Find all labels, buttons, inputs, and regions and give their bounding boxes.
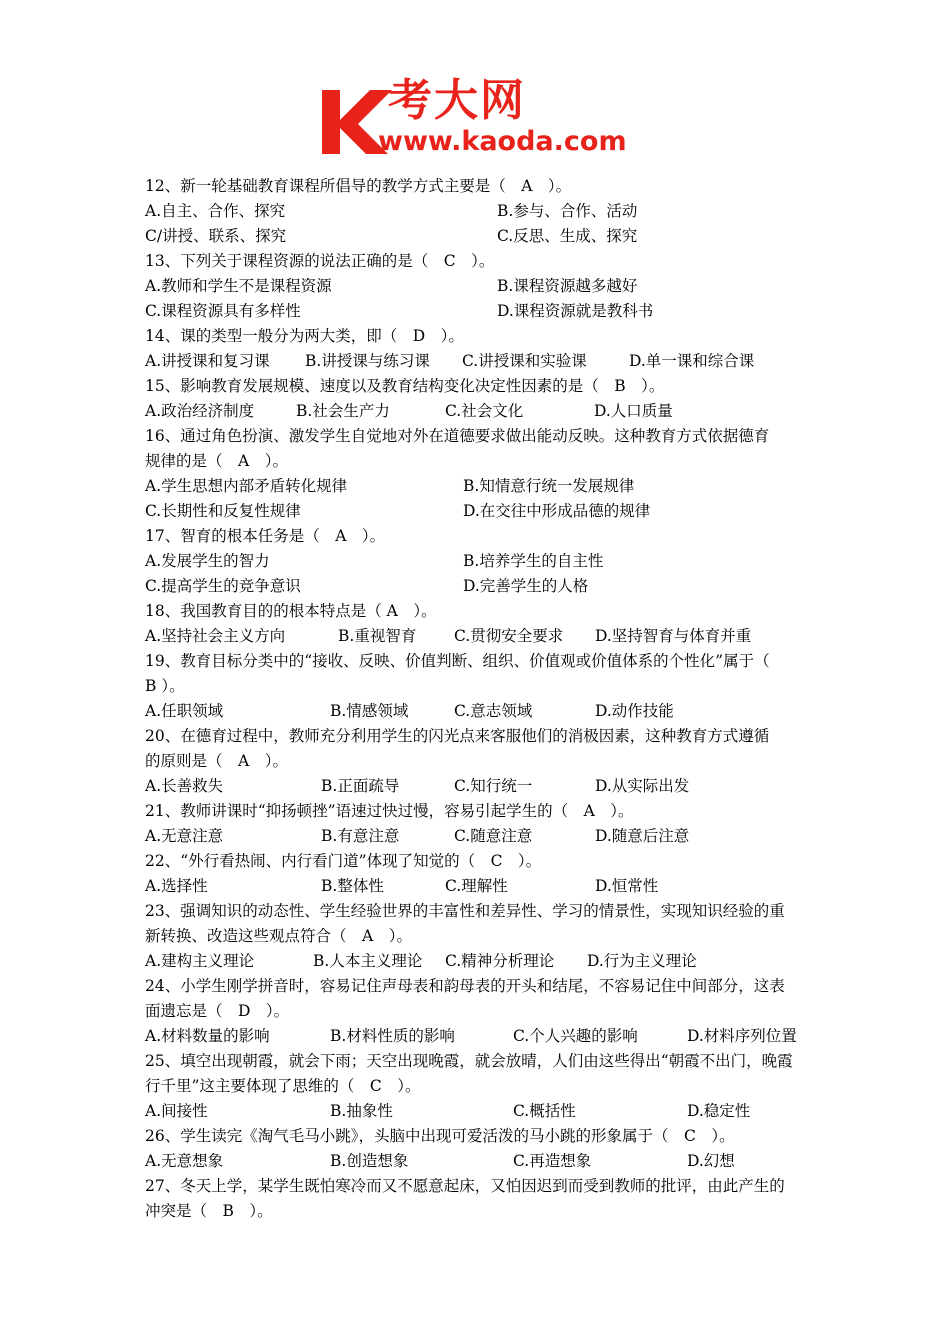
logo-url: www.kaoda.com — [378, 126, 627, 157]
option-text: B.人本主义理论 — [313, 952, 423, 970]
option-text: A.建构主义理论 — [145, 952, 255, 970]
option-text: D.完善学生的人格 — [463, 577, 589, 595]
option-text: C.精神分析理论 — [445, 952, 555, 970]
option-row — [145, 699, 810, 724]
kaoda-logo — [318, 75, 638, 160]
option-text: A.学生思想内部矛盾转化规律 — [145, 477, 348, 495]
question-text: 14、课的类型一般分为两大类，即（ D ）。 — [145, 327, 464, 345]
option-row — [145, 224, 810, 249]
option-text: C.长期性和反复性规律 — [145, 502, 301, 520]
option-text: B.正面疏导 — [321, 777, 400, 795]
option-text: A.间接性 — [145, 1102, 208, 1120]
option-text: C.个人兴趣的影响 — [513, 1027, 638, 1045]
option-text: D.在交往中形成品德的规律 — [463, 502, 651, 520]
option-text: C.社会文化 — [445, 402, 524, 420]
option-text: D.单一课和综合课 — [629, 352, 755, 370]
option-text: D.坚持智育与体育并重 — [595, 627, 752, 645]
option-row — [145, 874, 810, 899]
question-text: 面遗忘是（ D ）。 — [145, 1002, 290, 1020]
option-text: A.发展学生的智力 — [145, 552, 270, 570]
option-text: A.自主、合作、探究 — [145, 202, 286, 220]
question-text: 20、在德育过程中，教师充分利用学生的闪光点来客服他们的消极因素，这种教育方式遵循 — [145, 727, 770, 745]
question-text: 的原则是（ A ）。 — [145, 752, 288, 770]
option-text: C.概括性 — [513, 1102, 576, 1120]
option-text: A.材料数量的影响 — [145, 1027, 270, 1045]
option-row — [145, 199, 810, 224]
option-text: C.意志领域 — [454, 702, 533, 720]
option-row — [145, 549, 810, 574]
option-text: D.课程资源就是教科书 — [497, 302, 654, 320]
option-text: A.长善救失 — [145, 777, 224, 795]
question-text: 23、强调知识的动态性、学生经验世界的丰富性和差异性、学习的情景性，实现知识经验的重 — [145, 902, 785, 920]
option-row — [145, 949, 810, 974]
option-text: A.无意注意 — [145, 827, 224, 845]
question-text: 26、学生读完《淘气毛马小跳》，头脑中出现可爱活泼的马小跳的形象属于（ C ）。 — [145, 1127, 735, 1145]
option-row — [145, 399, 810, 424]
option-text: C.理解性 — [445, 877, 508, 895]
option-text: D.恒常性 — [595, 877, 659, 895]
question-text: 新转换、改造这些观点符合（ A ）。 — [145, 927, 412, 945]
option-row — [145, 499, 810, 524]
option-text: B.抽象性 — [330, 1102, 393, 1120]
question-text: 21、教师讲课时“抑扬顿挫”语速过快过慢，容易引起学生的（ A ）。 — [145, 802, 634, 820]
option-text: A.讲授课和复习课 — [145, 352, 270, 370]
question-text: 16、通过角色扮演、激发学生自觉地对外在道德要求做出能动反映。这种教育方式依据德育 — [145, 427, 770, 445]
option-text: D.稳定性 — [687, 1102, 751, 1120]
option-text: C.讲授课和实验课 — [462, 352, 587, 370]
option-text: A.选择性 — [145, 877, 208, 895]
option-text: C.课程资源具有多样性 — [145, 302, 301, 320]
option-text: C.知行统一 — [454, 777, 533, 795]
option-text: D.随意后注意 — [595, 827, 690, 845]
question-text: 27、冬天上学，某学生既怕寒冷而又不愿意起床，又怕因迟到而受到教师的批评，由此产生的 — [145, 1177, 785, 1195]
question-text: 24、小学生刚学拼音时，容易记住声母表和韵母表的开头和结尾，不容易记住中间部分，这表 — [145, 977, 785, 995]
option-text: A.坚持社会主义方向 — [145, 627, 286, 645]
question-text: 冲突是（ B ）。 — [145, 1202, 273, 1220]
question-text: 15、影响教育发展规模、速度以及教育结构变化决定性因素的是（ B ）。 — [145, 377, 665, 395]
option-text: C.反思、生成、探究 — [497, 227, 638, 245]
option-text: C/讲授、联系、探究 — [145, 227, 287, 245]
question-list — [145, 174, 810, 1224]
option-text: D.动作技能 — [595, 702, 674, 720]
option-row — [145, 474, 810, 499]
question-text: 22、“外行看热闹、内行看门道”体现了知觉的（ C ）。 — [145, 852, 542, 870]
option-row — [145, 824, 810, 849]
option-text: B.课程资源越多越好 — [497, 277, 638, 295]
option-row — [145, 574, 810, 599]
option-text: B.培养学生的自主性 — [463, 552, 604, 570]
option-row — [145, 299, 810, 324]
option-text: B.社会生产力 — [296, 402, 390, 420]
option-row — [145, 274, 810, 299]
option-row — [145, 774, 810, 799]
question-text: 19、教育目标分类中的“接收、反映、价值判断、组织、价值观或价值体系的个性化”属于（ — [145, 652, 770, 670]
option-text: B.情感领域 — [330, 702, 409, 720]
question-text: 18、我国教育目的的根本特点是（ A ）。 — [145, 602, 437, 620]
option-text: C.贯彻安全要求 — [454, 627, 564, 645]
option-text: D.从实际出发 — [595, 777, 690, 795]
option-text: D.行为主义理论 — [587, 952, 697, 970]
option-text: C.再造想象 — [513, 1152, 592, 1170]
option-text: C.提高学生的竞争意识 — [145, 577, 301, 595]
option-text: A.无意想象 — [145, 1152, 224, 1170]
option-row — [145, 1149, 810, 1174]
option-text: B.材料性质的影响 — [330, 1027, 455, 1045]
option-text: C.随意注意 — [454, 827, 533, 845]
option-text: D.人口质量 — [594, 402, 673, 420]
option-row — [145, 1099, 810, 1124]
option-text: A.教师和学生不是课程资源 — [145, 277, 332, 295]
option-text: B.知情意行统一发展规律 — [463, 477, 635, 495]
option-text: A.政治经济制度 — [145, 402, 255, 420]
option-text: D.幻想 — [687, 1152, 735, 1170]
option-row — [145, 1024, 810, 1049]
question-text: 17、智育的根本任务是（ A ）。 — [145, 527, 386, 545]
question-text: 13、下列关于课程资源的说法正确的是（ C ）。 — [145, 252, 495, 270]
option-text: A.任职领域 — [145, 702, 224, 720]
question-text: 12、新一轮基础教育课程所倡导的教学方式主要是（ A ）。 — [145, 177, 572, 195]
question-text: B ）。 — [145, 677, 185, 695]
option-text: B.整体性 — [321, 877, 384, 895]
question-text: 规律的是（ A ）。 — [145, 452, 288, 470]
option-text: B.重视智育 — [338, 627, 417, 645]
option-text: D.材料序列位置 — [687, 1027, 797, 1045]
option-text: B.创造想象 — [330, 1152, 409, 1170]
option-text: B.有意注意 — [321, 827, 400, 845]
option-row — [145, 624, 810, 649]
option-row — [145, 349, 810, 374]
question-text: 25、填空出现朝霞，就会下雨；天空出现晚霞，就会放晴，人们由这些得出“朝霞不出门，晚霞 — [145, 1052, 793, 1070]
option-text: B.参与、合作、活动 — [497, 202, 638, 220]
option-text: B.讲授课与练习课 — [305, 352, 430, 370]
question-text: 行千里”这主要体现了思维的（ C ）。 — [145, 1077, 421, 1095]
logo-chinese-name: 考大网 — [388, 75, 526, 126]
